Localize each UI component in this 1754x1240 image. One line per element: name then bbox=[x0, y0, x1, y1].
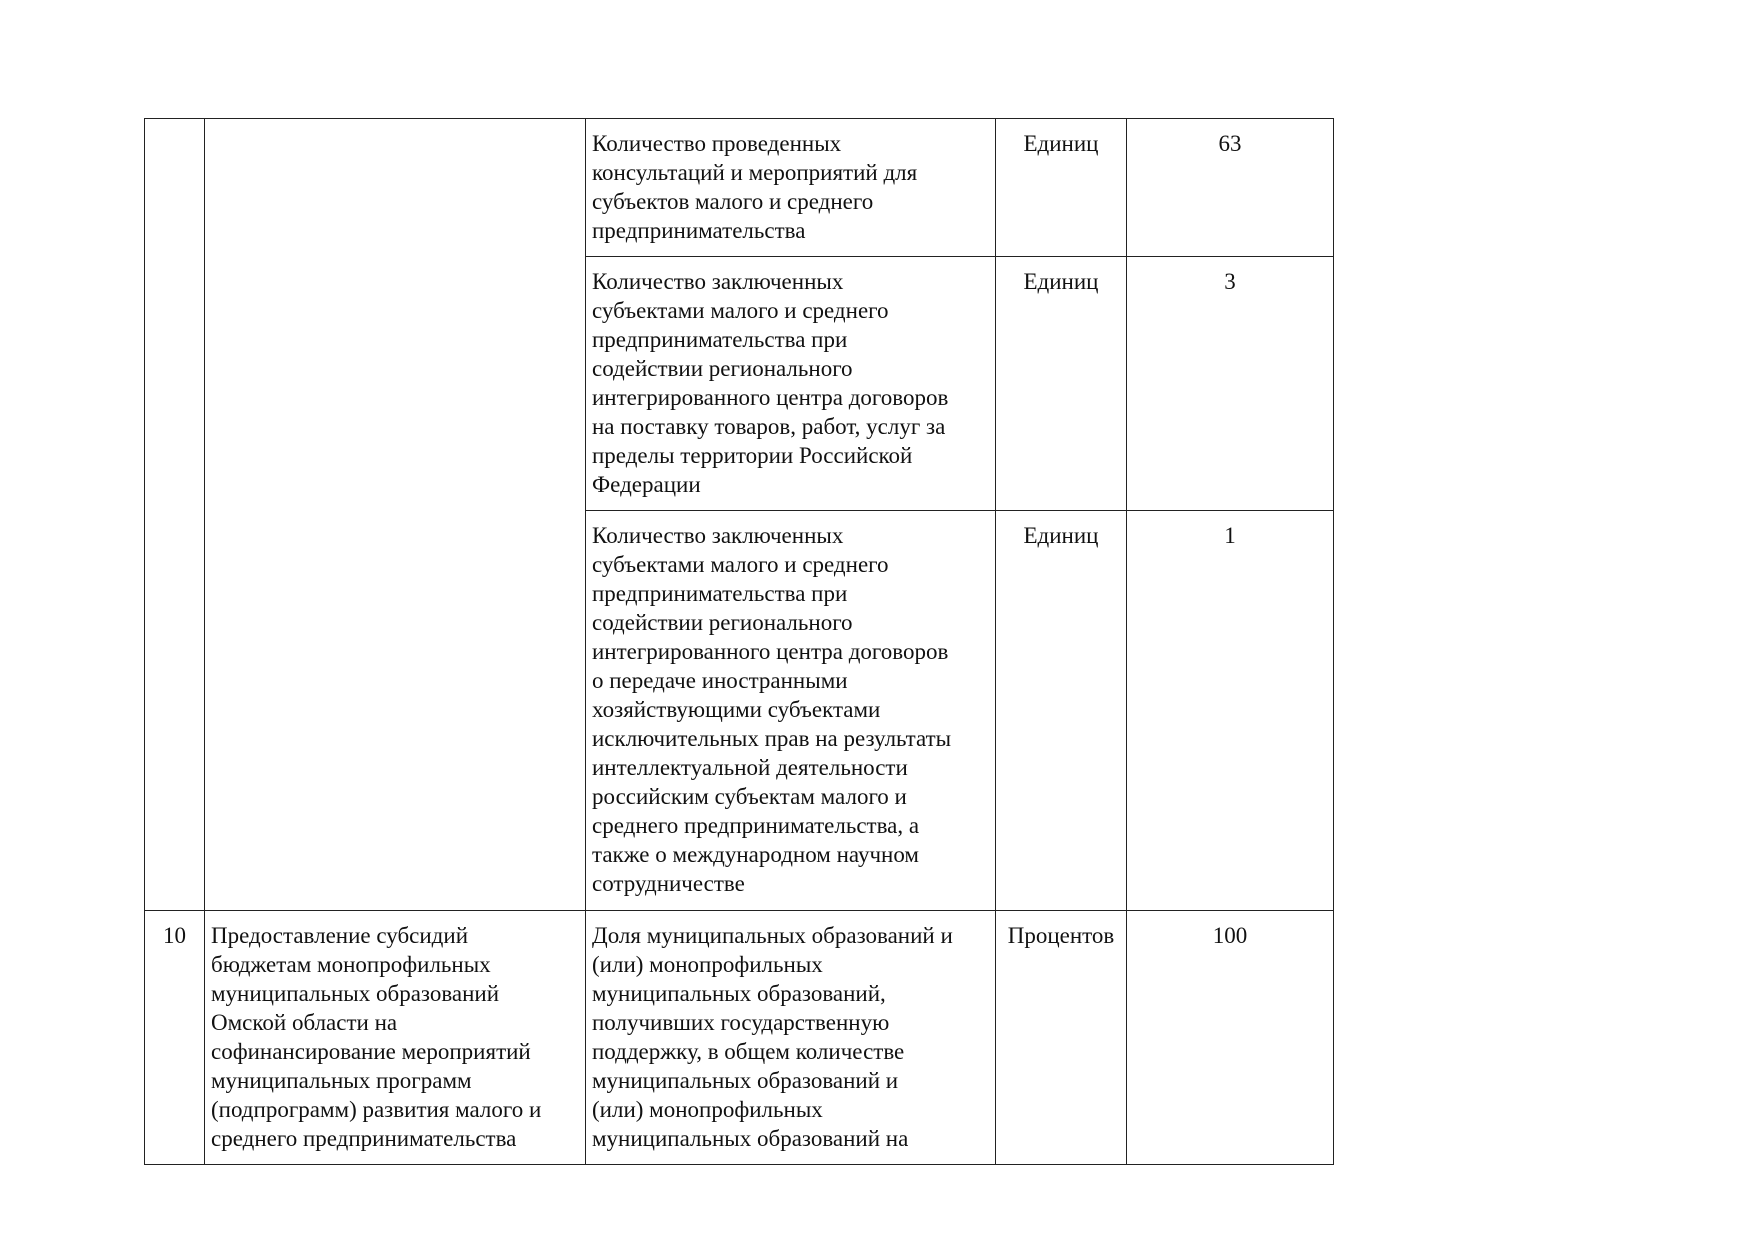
unit-cell: Единиц bbox=[996, 511, 1127, 911]
value-cell: 3 bbox=[1127, 257, 1334, 511]
unit-cell: Процентов bbox=[996, 911, 1127, 1165]
row-number-cell bbox=[145, 119, 205, 911]
unit-cell: Единиц bbox=[996, 257, 1127, 511]
indicators-table bbox=[144, 118, 1334, 1165]
activity-cell bbox=[205, 119, 586, 911]
indicator-cell: Количество заключенных субъектами малого и среднего предпринимательства при содействии регионального интегрированного центра договоров на поставку товаров, работ, услуг за пределы территории Российской Федерации bbox=[586, 257, 996, 511]
row-number-cell: 10 bbox=[145, 911, 205, 1165]
indicator-cell: Количество заключенных субъектами малого и среднего предпринимательства при содействии регионального интегрированного центра договоров о передаче иностранными хозяйствующими субъектами исключительных прав на результаты интеллектуальной деятельности российским субъектам малого и среднего предпринимательства, а также о международном научном сотрудничестве bbox=[586, 511, 996, 911]
table-row bbox=[145, 119, 1334, 257]
indicator-cell: Количество проведенных консультаций и мероприятий для субъектов малого и среднего предпринимательства bbox=[586, 119, 996, 257]
table-row bbox=[145, 911, 1334, 1165]
value-cell: 100 bbox=[1127, 911, 1334, 1165]
unit-cell: Единиц bbox=[996, 119, 1127, 257]
activity-cell: Предоставление субсидий бюджетам монопрофильных муниципальных образований Омской области на софинансирование мероприятий муниципальных программ (подпрограмм) развития малого и среднего предпринимательства bbox=[205, 911, 586, 1165]
value-cell: 1 bbox=[1127, 511, 1334, 911]
indicator-cell: Доля муниципальных образований и (или) монопрофильных муниципальных образований, получивших государственную поддержку, в общем количестве муниципальных образований и (или) монопрофильных муниципальных образований на bbox=[586, 911, 996, 1165]
value-cell: 63 bbox=[1127, 119, 1334, 257]
